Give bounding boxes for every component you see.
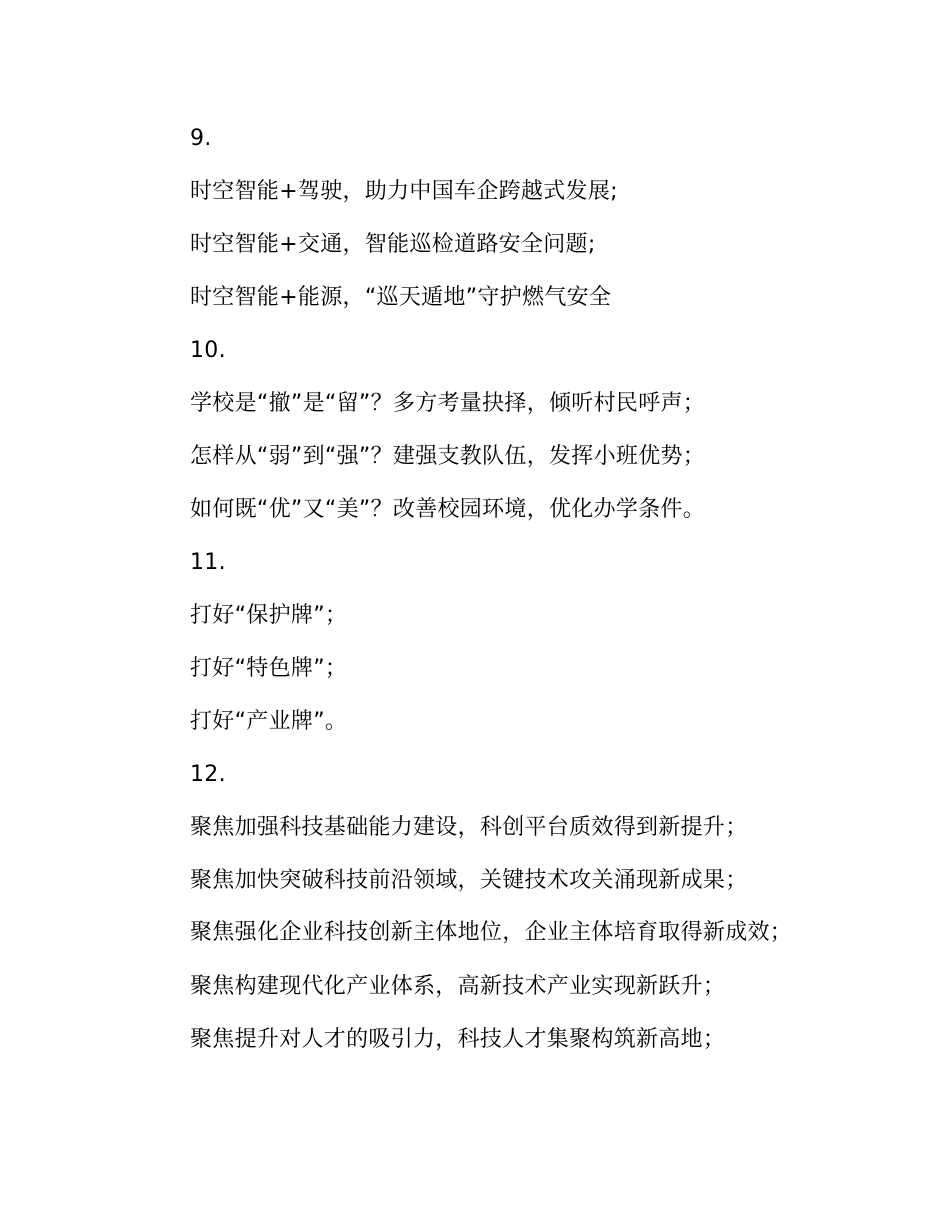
text-line: 时空智能+驾驶，助力中国车企跨越式发展; — [190, 179, 618, 204]
text-line: 如何既“优”又“美”？改善校园环境，优化办学条件。 — [190, 497, 706, 522]
section-number: 9. — [190, 126, 212, 151]
text-line: 聚焦构建现代化产业体系，高新技术产业实现新跃升； — [190, 974, 726, 999]
text-line: 聚焦提升对人才的吸引力，科技人才集聚构筑新高地； — [190, 1027, 726, 1052]
text-line: 时空智能+交通，智能巡检道路安全问题; — [190, 232, 596, 257]
text-line: 时空智能+能源，“巡天遁地”守护燃气安全 — [190, 285, 612, 310]
text-line: 打好“特色牌”； — [190, 656, 348, 681]
section-number: 12. — [190, 762, 226, 787]
text-line: 怎样从“弱”到“强”？建强支教队伍，发挥小班优势； — [190, 444, 706, 469]
section-number: 10. — [190, 338, 226, 363]
section-number: 11. — [190, 550, 226, 575]
text-line: 聚焦强化企业科技创新主体地位，企业主体培育取得新成效； — [190, 920, 793, 945]
text-line: 打好“保护牌”； — [190, 603, 348, 628]
document-body — [140, 112, 820, 1066]
text-line: 聚焦加快突破科技前沿领域，关键技术攻关涌现新成果； — [190, 868, 748, 893]
text-line: 学校是“撤”是“留”？多方考量抉择，倾听村民呼声； — [190, 391, 706, 416]
text-line: 打好“产业牌”。 — [190, 709, 348, 734]
text-line: 聚焦加强科技基础能力建设，科创平台质效得到新提升； — [190, 815, 748, 840]
